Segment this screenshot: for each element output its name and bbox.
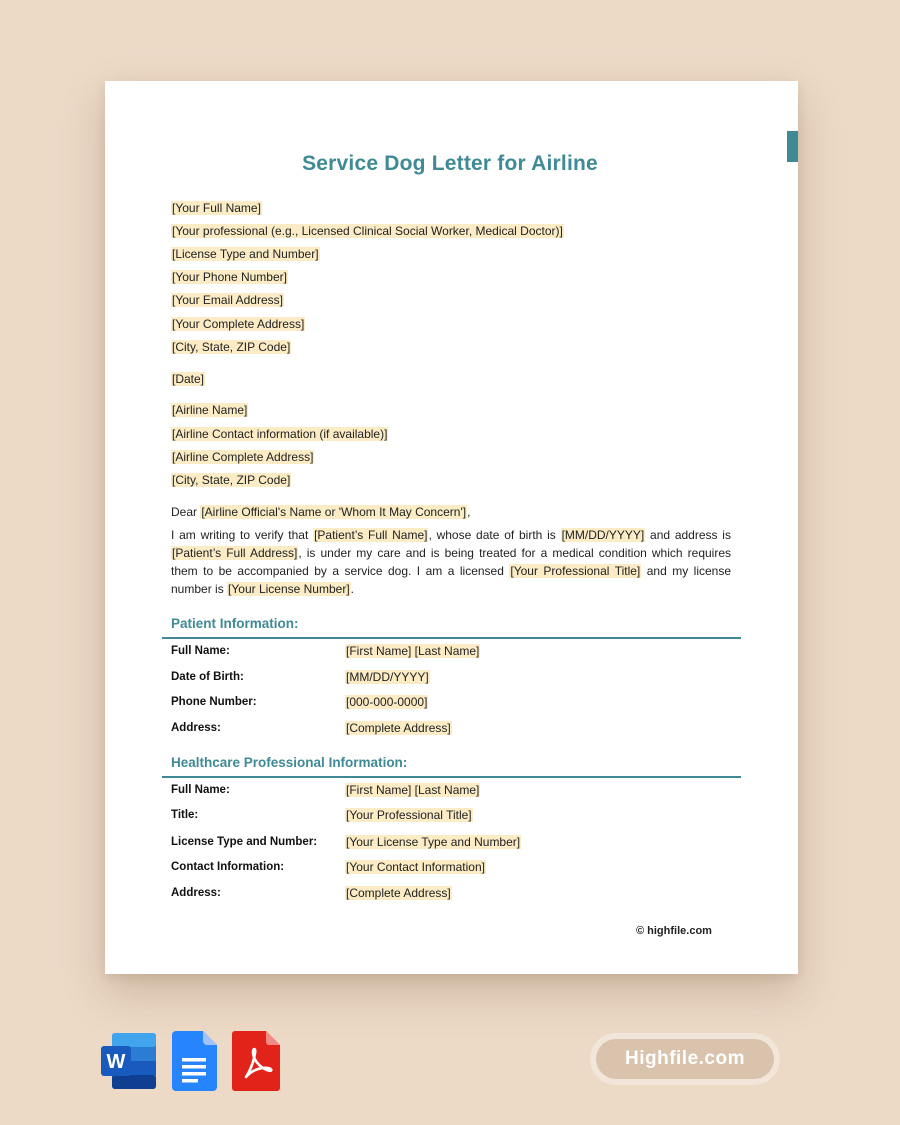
field-label: Address: xyxy=(171,887,221,899)
field-label: Contact Information: xyxy=(171,861,285,873)
patient-section-title: Patient Information: xyxy=(171,616,299,631)
sender-line: [Your professional (e.g., Licensed Clinical Social Worker, Medical Doctor)] xyxy=(172,224,563,238)
field-value: [000-000-0000] xyxy=(346,695,428,709)
section-divider xyxy=(162,637,741,639)
word-icon[interactable] xyxy=(100,1032,157,1090)
field-value: [Your License Type and Number] xyxy=(346,835,521,849)
sender-line: [Your Phone Number] xyxy=(172,270,287,284)
field-label: Date of Birth: xyxy=(171,671,244,683)
field-label: Title: xyxy=(171,809,199,821)
copyright-text: © highfile.com xyxy=(636,925,712,937)
brand-badge[interactable]: Highfile.com xyxy=(596,1039,774,1079)
field-value: [Complete Address] xyxy=(346,721,451,735)
recipient-line: [Airline Complete Address] xyxy=(172,450,314,464)
sender-line: [Your Full Name] xyxy=(172,201,261,215)
sender-line: [City, State, ZIP Code] xyxy=(172,340,291,354)
field-value: [Your Contact Information] xyxy=(346,860,485,874)
document-title: Service Dog Letter for Airline xyxy=(302,152,598,175)
field-value: [First Name] [Last Name] xyxy=(346,783,480,797)
recipient-line: [City, State, ZIP Code] xyxy=(172,473,291,487)
sender-line: [License Type and Number] xyxy=(172,247,319,261)
field-value: [Your Professional Title] xyxy=(346,808,472,822)
pdf-icon[interactable] xyxy=(232,1031,280,1091)
body-paragraph: I am writing to verify that [Patient’s Full Name], whose date of birth is [MM/DD/YYYY] and address is [Patient’s Full Address], is under my care and is being treated for a medical condition which requires them to be accompanied by a service dog. I am a licensed [Your Professional Title] and my license number is [Your License Number]. xyxy=(171,528,732,596)
field-value: [Complete Address] xyxy=(346,886,451,900)
section-divider xyxy=(162,776,741,778)
field-label: License Type and Number: xyxy=(171,836,318,848)
date-line: [Date] xyxy=(172,372,205,386)
field-label: Address: xyxy=(171,722,221,734)
recipient-line: [Airline Name] xyxy=(172,403,248,417)
svg-text:W: W xyxy=(106,1051,126,1073)
salutation: Dear [Airline Official's Name or 'Whom It May Concern'], xyxy=(171,505,471,519)
recipient-line: [Airline Contact information (if available)] xyxy=(172,427,388,441)
sender-line: [Your Email Address] xyxy=(172,293,283,307)
sender-line: [Your Complete Address] xyxy=(172,317,305,331)
google-docs-icon[interactable] xyxy=(172,1031,217,1091)
field-value: [MM/DD/YYYY] xyxy=(346,670,429,684)
field-label: Phone Number: xyxy=(171,696,257,708)
field-label: Full Name: xyxy=(171,784,230,796)
professional-section-title: Healthcare Professional Information: xyxy=(171,755,408,770)
field-label: Full Name: xyxy=(171,645,230,657)
field-value: [First Name] [Last Name] xyxy=(346,644,480,658)
